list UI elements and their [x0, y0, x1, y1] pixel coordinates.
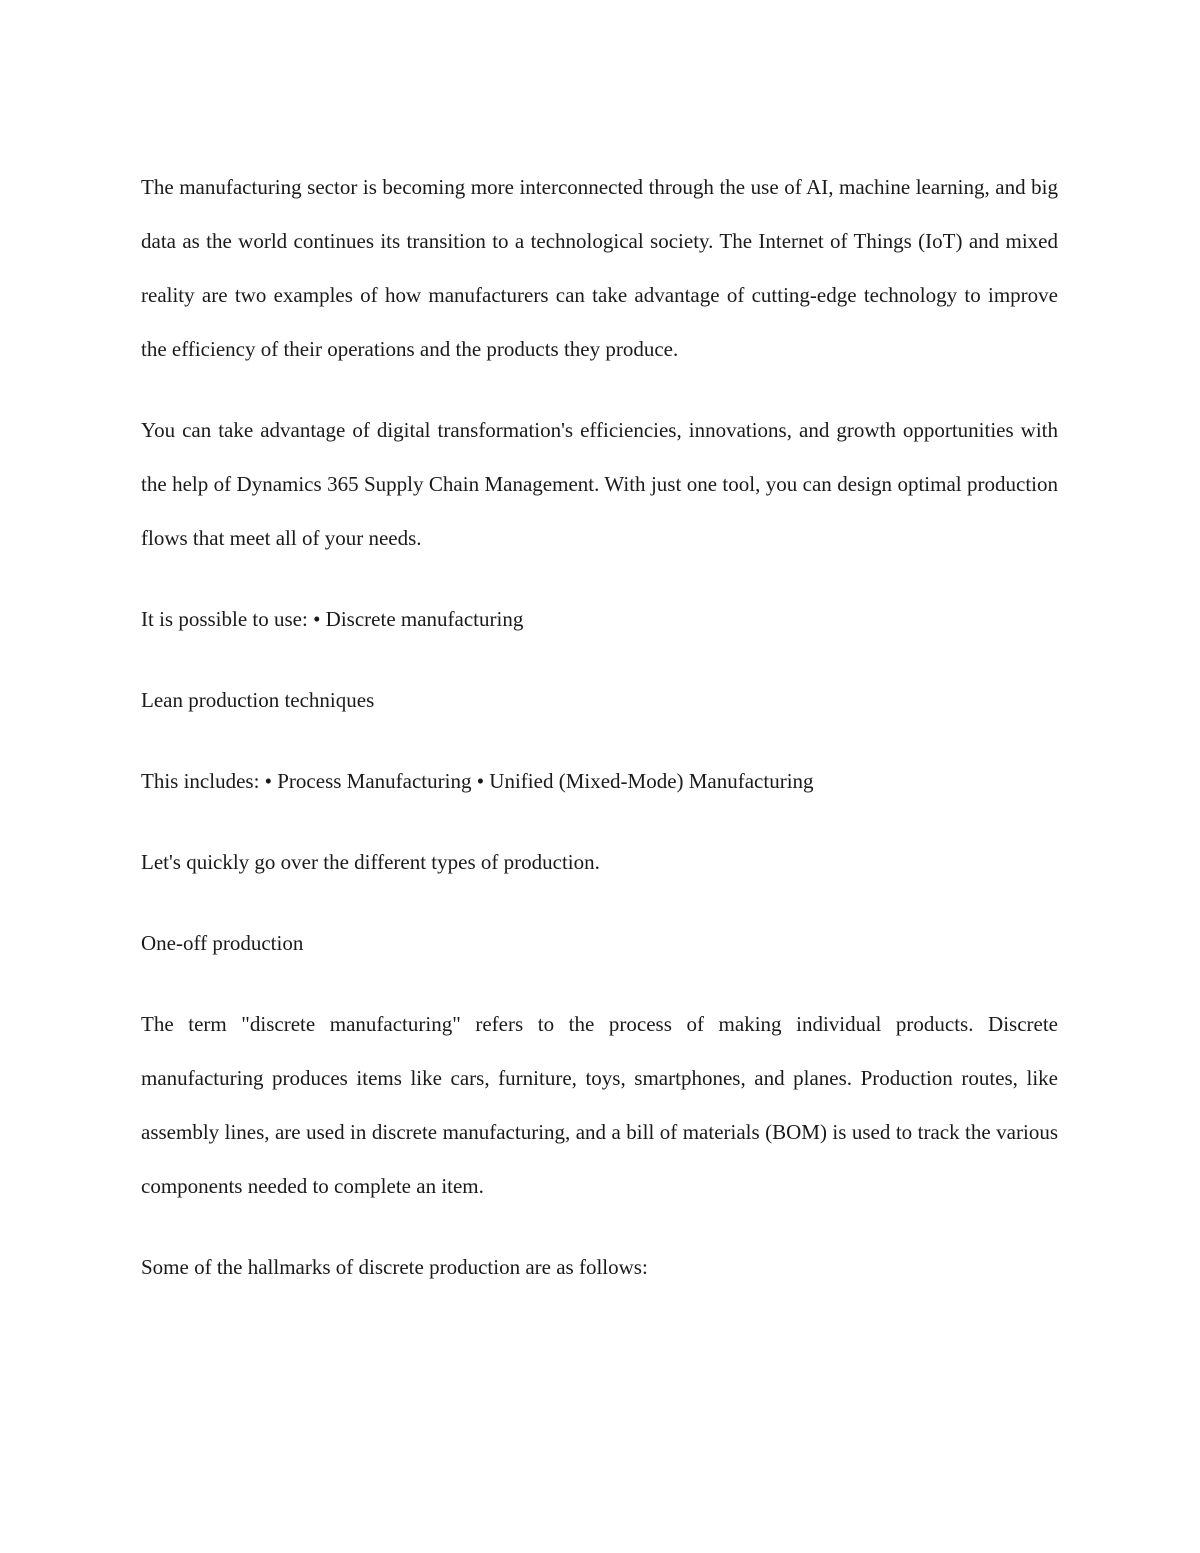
paragraph-lean-production: Lean production techniques [141, 688, 375, 712]
paragraph-hallmarks: Some of the hallmarks of discrete production are as follows: [141, 1255, 648, 1279]
paragraph-possible-uses: It is possible to use: • Discrete manufacturing [141, 607, 524, 631]
paragraph-intro: The manufacturing sector is becoming more interconnected through the use of AI, machine learning, and big data as the world continues its transition to a technological society. The Internet of Things (IoT) and mixed reality are two examples of how manufacturers can take advantage of cutting-edge technology to improve the efficiency of their operations and the products they produce. [141, 175, 1058, 361]
paragraph-dynamics-365: You can take advantage of digital transformation's efficiencies, innovations, and growth opportunities with the help of Dynamics 365 Supply Chain Management. With just one tool, you can design optimal production flows that meet all of your needs. [141, 418, 1058, 550]
paragraph-discrete-manufacturing: The term "discrete manufacturing" refers to the process of making individual products. Discrete manufacturing produces items like cars, furniture, toys, smartphones, and planes. Production routes, like assembly lines, are used in discrete manufacturing, and a bill of materials (BOM) is used to track the various components needed to complete an item. [141, 1012, 1058, 1198]
paragraph-production-types: Let's quickly go over the different types of production. [141, 850, 600, 874]
document-body [141, 160, 1058, 1321]
paragraph-includes: This includes: • Process Manufacturing • Unified (Mixed-Mode) Manufacturing [141, 769, 814, 793]
heading-one-off-production: One-off production [141, 931, 304, 955]
